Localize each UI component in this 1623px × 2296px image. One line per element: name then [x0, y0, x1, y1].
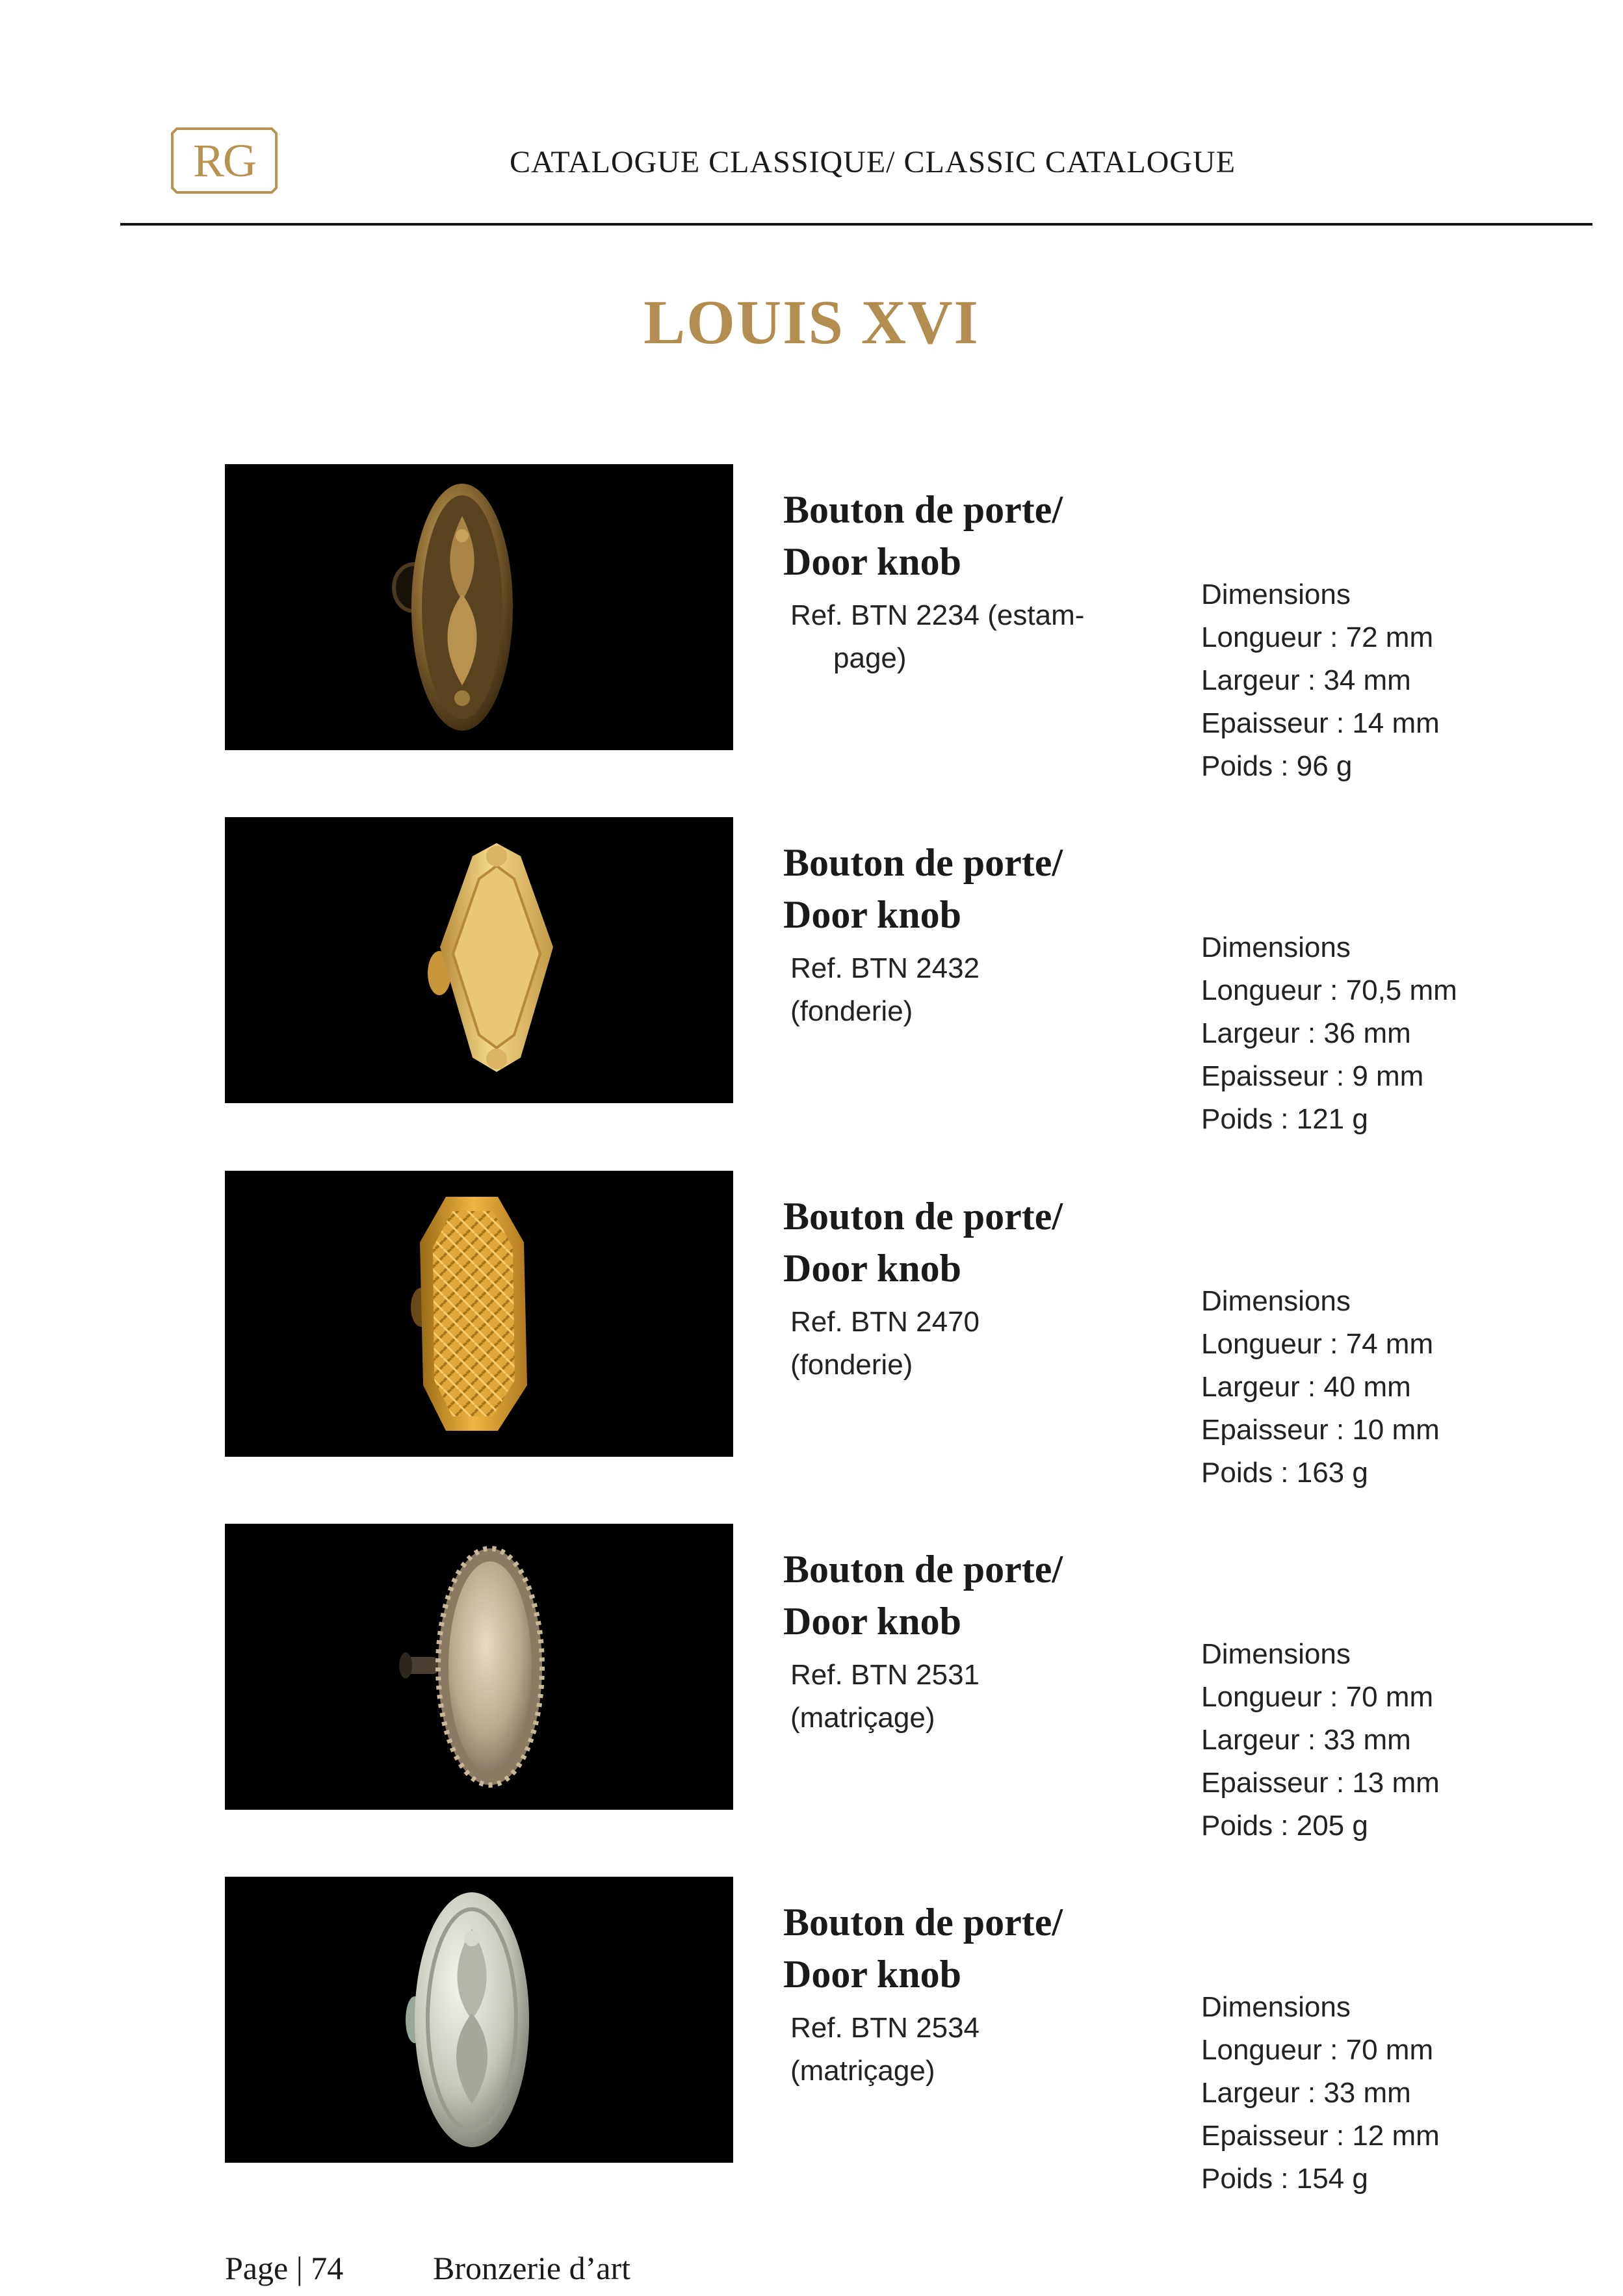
product-name-en: Door knob [783, 540, 961, 583]
product-item [0, 1877, 1623, 2195]
dimensions-heading: Dimensions [1201, 932, 1351, 963]
product-photo [225, 1524, 733, 1810]
product-name [783, 837, 1063, 941]
dimension-thickness: Epaisseur : 14 mm [1201, 707, 1440, 739]
product-dimensions [1201, 1633, 1440, 1847]
dimension-length: Longueur : 70,5 mm [1201, 974, 1457, 1006]
product-name-fr: Bouton de porte/ [783, 488, 1063, 531]
oval-floral-silver-knob-icon [225, 1877, 733, 2163]
product-ref-line: Ref. BTN 2534 (matriçage) [790, 2012, 980, 2087]
product-dimensions [1201, 1986, 1440, 2200]
product-name-fr: Bouton de porte/ [783, 1548, 1063, 1591]
product-name-en: Door knob [783, 1247, 961, 1290]
dimensions-heading: Dimensions [1201, 579, 1351, 610]
dimension-length: Longueur : 70 mm [1201, 2034, 1434, 2066]
product-photo [225, 817, 733, 1103]
product-ref-line: Ref. BTN 2432 (fonderie) [790, 952, 980, 1027]
product-dimensions [1201, 573, 1440, 788]
dimensions-heading: Dimensions [1201, 1285, 1351, 1317]
product-name [783, 484, 1063, 588]
product-name-en: Door knob [783, 893, 961, 936]
product-name [783, 1896, 1063, 2000]
dimension-length: Longueur : 72 mm [1201, 621, 1434, 653]
basketweave-gold-knob-icon [225, 1171, 733, 1457]
product-name-fr: Bouton de porte/ [783, 841, 1063, 884]
dimension-thickness: Epaisseur : 10 mm [1201, 1414, 1440, 1446]
dimension-weight: Poids : 121 g [1201, 1103, 1368, 1135]
product-name [783, 1543, 1063, 1647]
beaded-oval-nickel-knob-icon [225, 1524, 733, 1810]
product-photo [225, 1877, 733, 2163]
dimension-length: Longueur : 74 mm [1201, 1328, 1434, 1360]
product-dimensions [1201, 926, 1457, 1141]
dimensions-heading: Dimensions [1201, 1991, 1351, 2023]
logo-text: RG [192, 134, 256, 187]
product-dimensions [1201, 1280, 1440, 1494]
page-number: Page | 74 [225, 2250, 344, 2286]
dimension-width: Largeur : 33 mm [1201, 2077, 1411, 2109]
dimension-weight: Poids : 205 g [1201, 1810, 1368, 1842]
product-ref [790, 2007, 1089, 2093]
product-ref [790, 594, 1089, 680]
dimension-width: Largeur : 34 mm [1201, 664, 1411, 696]
catalogue-title: CATALOGUE CLASSIQUE/ CLASSIC CATALOGUE [510, 145, 1236, 179]
dimension-weight: Poids : 154 g [1201, 2163, 1368, 2195]
hexagonal-gold-knob-icon [225, 817, 733, 1103]
product-name-en: Door knob [783, 1600, 961, 1643]
dimension-width: Largeur : 33 mm [1201, 1724, 1411, 1756]
rg-logo [170, 127, 278, 194]
dimension-thickness: Epaisseur : 12 mm [1201, 2120, 1440, 2152]
product-ref-line: Ref. BTN 2531 (matriçage) [790, 1659, 980, 1734]
header-divider [120, 223, 1592, 226]
product-photo [225, 1171, 733, 1457]
product-ref-line: page) [833, 642, 907, 674]
dimension-thickness: Epaisseur : 9 mm [1201, 1060, 1424, 1092]
product-name-fr: Bouton de porte/ [783, 1901, 1063, 1944]
product-item [0, 817, 1623, 1135]
product-ref [790, 1654, 1089, 1740]
product-ref-line: Ref. BTN 2234 (estam- [790, 599, 1085, 631]
product-ref-line: Ref. BTN 2470 (fonderie) [790, 1306, 980, 1381]
footer-brand: Bronzerie d’art [433, 2250, 631, 2286]
product-item [0, 1524, 1623, 1842]
product-item [0, 464, 1623, 782]
oval-floral-bronze-knob-icon [225, 464, 733, 750]
dimensions-heading: Dimensions [1201, 1638, 1351, 1670]
product-ref [790, 947, 1089, 1033]
dimension-length: Longueur : 70 mm [1201, 1681, 1434, 1713]
product-name-fr: Bouton de porte/ [783, 1195, 1063, 1238]
dimension-width: Largeur : 40 mm [1201, 1371, 1411, 1403]
dimension-weight: Poids : 163 g [1201, 1457, 1368, 1489]
dimension-thickness: Epaisseur : 13 mm [1201, 1767, 1440, 1799]
dimension-weight: Poids : 96 g [1201, 750, 1353, 782]
page-title: LOUIS XVI [643, 287, 980, 357]
product-ref [790, 1301, 1089, 1387]
product-item [0, 1171, 1623, 1489]
dimension-width: Largeur : 36 mm [1201, 1017, 1411, 1049]
product-photo [225, 464, 733, 750]
product-name-en: Door knob [783, 1953, 961, 1996]
product-name [783, 1190, 1063, 1294]
